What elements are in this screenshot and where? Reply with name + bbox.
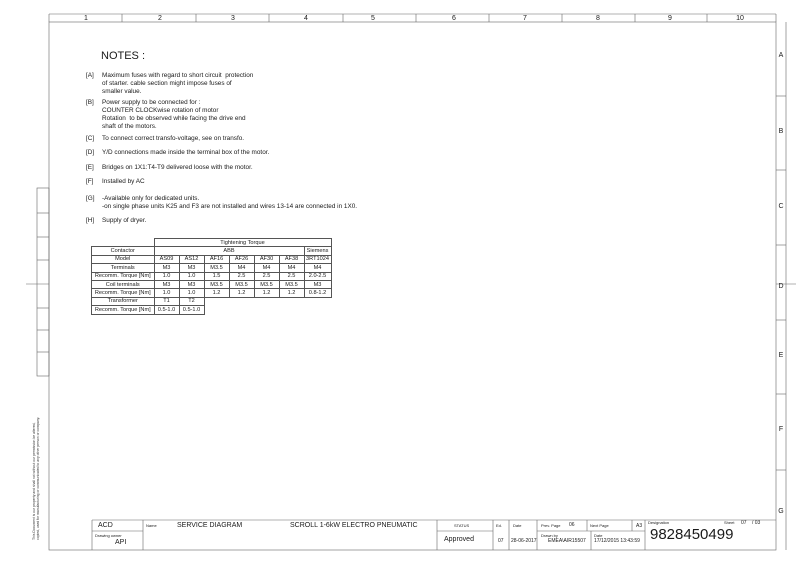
model-cell: AF38: [279, 255, 304, 263]
table-title: Tightening Torque: [154, 239, 331, 247]
transformer-torque: 0.5-1.0: [154, 306, 179, 314]
model-cell: AF16: [204, 255, 229, 263]
table-cell: 1.0: [179, 289, 204, 297]
sheet-format: A3: [636, 523, 643, 529]
table-cell: M3.5: [254, 280, 279, 288]
column-number: 9: [668, 15, 672, 22]
column-number: 3: [231, 15, 235, 22]
row-label: Terminals: [92, 264, 155, 272]
table-cell: 1.2: [204, 289, 229, 297]
sheet-total: / 03: [752, 520, 761, 526]
date2-label: Date: [594, 533, 603, 538]
note-text: Bridges on 1X1:T4-T9 delivered loose with the motor.: [102, 164, 253, 171]
table-cell: 2.5: [229, 272, 254, 280]
table-cell: 2.5: [279, 272, 304, 280]
table-cell: M3.5: [204, 264, 229, 272]
row-letter: D: [778, 283, 784, 290]
drawing-owner: API: [115, 539, 127, 546]
table-cell: M3.5: [229, 280, 254, 288]
date2-value: 17/12/2015 13:43:59: [594, 538, 640, 544]
diagram-description: SCROLL 1-6kW ELECTRO PNEUMATIC: [290, 522, 418, 529]
drawing-owner-label: Drawing owner: [95, 533, 122, 538]
note-text: Supply of dryer.: [102, 217, 147, 224]
table-blank-cell: [92, 239, 155, 247]
table-blank-cell: [204, 297, 331, 305]
note-tag: [H]: [86, 217, 95, 224]
note-tag: [B]: [86, 99, 94, 106]
row-label: Recomm. Torque [Nm]: [92, 272, 155, 280]
row-letter: B: [778, 128, 784, 135]
model-cell: AS09: [154, 255, 179, 263]
table-cell: 1.0: [179, 272, 204, 280]
designation-label: Designation: [648, 520, 670, 525]
row-letter: C: [778, 203, 784, 210]
model-cell: AS12: [179, 255, 204, 263]
note-tag: [A]: [86, 72, 94, 79]
transformer-model: T1: [154, 297, 179, 305]
date-label: Date: [513, 523, 522, 528]
column-number: 8: [596, 15, 600, 22]
transformer-model: T2: [179, 297, 204, 305]
transformer-torque-label: Recomm. Torque [Nm]: [92, 306, 155, 314]
note-tag: [D]: [86, 149, 95, 156]
siemens-label: Siemens: [304, 247, 331, 255]
column-number: 7: [523, 15, 527, 22]
abb-label: ABB: [154, 247, 304, 255]
table-cell: 1.2: [279, 289, 304, 297]
drawn-by-label: Drawn by: [541, 533, 558, 538]
table-cell: 1.2: [254, 289, 279, 297]
edition-value: 07: [498, 538, 504, 544]
note-text: Y/D connections made inside the terminal box of the motor.: [102, 149, 270, 156]
row-label: Coil terminals: [92, 280, 155, 288]
notes-title: NOTES :: [101, 50, 146, 62]
model-cell: AF30: [254, 255, 279, 263]
table-cell: M3: [179, 264, 204, 272]
note-tag: [G]: [86, 195, 95, 202]
prev-page-value: 06: [569, 522, 575, 528]
note-text: Power supply to be connected for : COUNTER CLOCKwise rotation of motor Rotation to be observed while facing the drive end shaft of the motors.: [102, 99, 246, 130]
note-tag: [E]: [86, 164, 94, 171]
row-letter: F: [778, 426, 784, 433]
table-cell: M4: [254, 264, 279, 272]
row-letter: A: [778, 52, 784, 59]
note-text: Maximum fuses with regard to short circuit protection of starter. cable section might impose fuses of smaller value.: [102, 72, 254, 95]
column-number: 6: [452, 15, 456, 22]
transformer-label: Transformer: [92, 297, 155, 305]
company-name: ACD: [98, 522, 113, 529]
table-cell: M4: [304, 264, 331, 272]
table-cell: 1.0: [154, 272, 179, 280]
column-number: 4: [304, 15, 308, 22]
row-label: Recomm. Torque [Nm]: [92, 289, 155, 297]
table-cell: M3: [304, 280, 331, 288]
table-cell: 1.5: [204, 272, 229, 280]
column-number: 1: [84, 15, 88, 22]
contactor-label: Contactor: [92, 247, 155, 255]
date-value: 28-06-2017: [511, 538, 537, 544]
table-cell: M3: [179, 280, 204, 288]
column-number: 2: [158, 15, 162, 22]
edition-label: Ed.: [496, 523, 503, 528]
column-number: 5: [371, 15, 375, 22]
table-cell: M4: [229, 264, 254, 272]
drawn-by-value: EMEA\AIR15507: [548, 538, 586, 544]
model-cell: 3RT1024: [304, 255, 331, 263]
diagram-name: SERVICE DIAGRAM: [177, 522, 243, 529]
note-text: -Available only for dedicated units. -on single phase units K25 and F3 are not installed and wires 13-14 are connected in 1X0.: [102, 195, 358, 210]
table-cell: 2.5: [254, 272, 279, 280]
sheet-number: 07: [741, 520, 747, 526]
table-cell: M3.5: [279, 280, 304, 288]
note-tag: [C]: [86, 135, 95, 142]
row-letter: G: [778, 508, 784, 515]
table-cell: 2.0-2.5: [304, 272, 331, 280]
side-notice-line: This Document is our property and shall not without our permission be altered,: [32, 422, 36, 540]
side-notice: [32, 417, 40, 540]
table-blank-cell: [204, 306, 331, 314]
table-cell: 1.2: [229, 289, 254, 297]
model-cell: AF26: [229, 255, 254, 263]
table-cell: M3: [154, 264, 179, 272]
table-cell: 0.8-1.2: [304, 289, 331, 297]
table-cell: 1.0: [154, 289, 179, 297]
row-letter: E: [778, 352, 784, 359]
note-text: Installed by AC: [102, 178, 145, 185]
transformer-torque: 0.5-1.0: [179, 306, 204, 314]
column-number: 10: [736, 15, 744, 22]
side-notice-line: copied, used for manufacturing or communicated to any other person or company.: [36, 416, 40, 540]
sheet-label: Sheet: [724, 520, 735, 525]
model-label: Model: [92, 255, 155, 263]
tightening-torque-table: [91, 238, 332, 315]
table-cell: M3.5: [204, 280, 229, 288]
status-label: STATUS: [454, 523, 470, 528]
note-text: To connect correct transfo-voltage, see on transfo.: [102, 135, 245, 142]
designation-number: 9828450499: [650, 526, 734, 543]
status-value: Approved: [444, 536, 474, 543]
prev-page-label: Prev. Page: [541, 523, 561, 528]
note-tag: [F]: [86, 178, 94, 185]
next-page-label: Next Page: [590, 523, 609, 528]
table-cell: M4: [279, 264, 304, 272]
name-label: Name: [146, 523, 157, 528]
table-cell: M3: [154, 280, 179, 288]
